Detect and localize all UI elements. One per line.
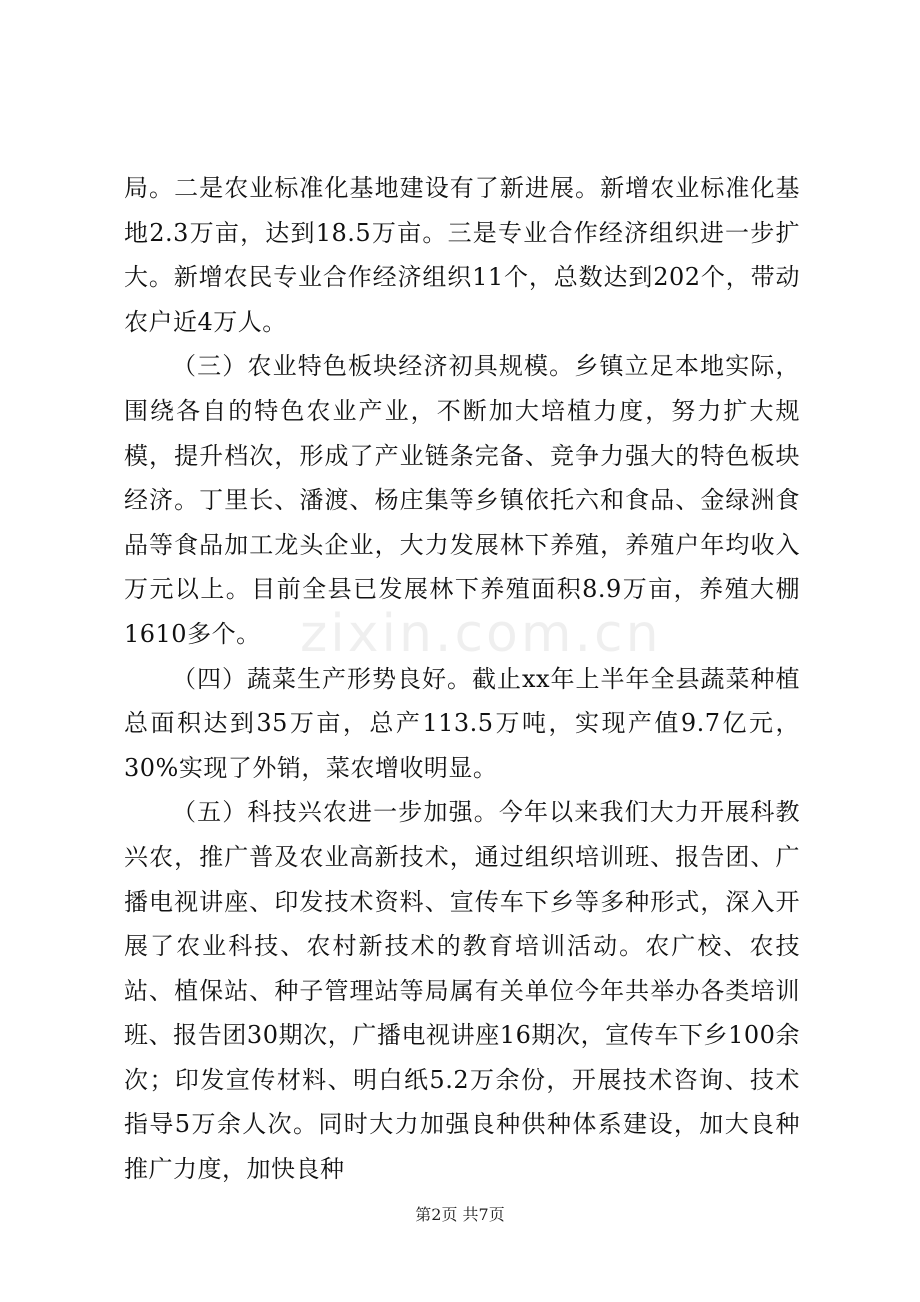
document-body — [124, 166, 800, 1192]
watermark: zixin.com.cn — [300, 604, 662, 664]
paragraph: （四）蔬菜生产形势良好。截止xx年上半年全县蔬菜种植总面积达到35万亩，总产113.5万吨，实现产值9.7亿元，30%实现了外销，菜农增收明显。 — [124, 664, 800, 782]
paragraph: （三）农业特色板块经济初具规模。乡镇立足本地实际，围绕各自的特色农业产业，不断加大培植力度，努力扩大规模，提升档次，形成了产业链条完备、竞争力强大的特色板块经济。丁里长、潘渡、杨庄集等乡镇依托六和食品、金绿洲食品等食品加工龙头企业，大力发展林下养殖，养殖户年均收入万元以上。目前全县已发展林下养殖面积8.9万亩，养殖大棚1610多个。 — [124, 352, 800, 648]
paragraph: （五）科技兴农进一步加强。今年以来我们大力开展科教兴农，推广普及农业高新技术，通过组织培训班、报告团、广播电视讲座、印发技术资料、宣传车下乡等多种形式，深入开展了农业科技、农村新技术的教育培训活动。农广校、农技站、植保站、种子管理站等局属有关单位今年共举办各类培训班、报告团30期次，广播电视讲座16期次，宣传车下乡100余次；印发宣传材料、明白纸5.2万余份，开展技术咨询、技术指导5万余人次。同时大力加强良种供种体系建设，加大良种推广力度，加快良种 — [124, 798, 800, 1184]
paragraph: 局。二是农业标准化基地建设有了新进展。新增农业标准化基地2.3万亩，达到18.5万亩。三是专业合作经济组织进一步扩大。新增农民专业合作经济组织11个，总数达到202个，带动农户近4万人。 — [124, 174, 800, 336]
page-footer: 第2页 共7页 — [415, 1205, 505, 1224]
